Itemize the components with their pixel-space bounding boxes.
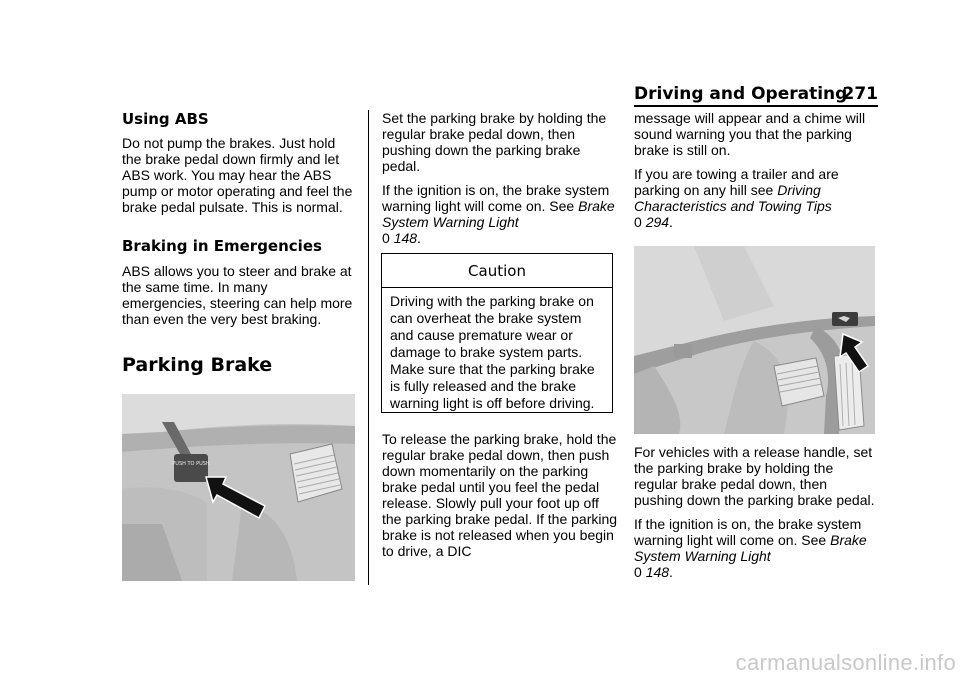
caution-title: Caution [382, 254, 612, 288]
pedal-label-text: PUSH TO PUSH [172, 461, 210, 467]
release-handle-illustration [634, 246, 875, 434]
caution-body: Driving with the parking brake on can overheat the brake system and cause premature wear or damage to brake system parts. Make sure that the parking brake is fully released and the brake warning light is off before driving. [390, 293, 595, 411]
release-brake-paragraph: To release the parking brake, hold the regular brake pedal down, then push down momentarily on the parking brake pedal until you feel the pedal release. Slowly pull your foot up off the parking brake pedal. If the parking brake is not released when you begin to drive, a DIC [382, 431, 618, 559]
page-reference-icon: 0 [634, 214, 642, 230]
emergency-paragraph-block [122, 263, 354, 335]
towing-paragraph: If you are towing a trailer and are parking on any hill see Driving Characteristics and Towing Tips 0 294. [634, 166, 839, 230]
heading-using-abs: Using ABS [122, 110, 209, 128]
page-reference-icon: 0 [382, 230, 390, 246]
watermark-text: carmanualsonline.info [735, 650, 956, 675]
heading-braking-emergencies: Braking in Emergencies [122, 237, 322, 255]
emergency-paragraph: ABS allows you to steer and brake at the same time. In many emergencies, steering can help more than even the very best braking. [122, 263, 353, 327]
parking-brake-pedal-illustration [122, 394, 355, 581]
abs-paragraph-block [122, 135, 354, 223]
set-brake-paragraph: Set the parking brake by holding the regular brake pedal down, then pushing down the parking brake pedal. [382, 110, 607, 174]
release-handle-paragraph: For vehicles with a release handle, set the parking brake by holding the regular brake pedal down, then pushing down the parking brake pedal. [634, 444, 875, 508]
abs-paragraph: Do not pump the brakes. Just hold the brake pedal down firmly and let ABS work. You may hear the ABS pump or motor operating and feel the brake pedal pulsate. This is normal. [122, 135, 353, 215]
page-number: 271 [842, 84, 878, 104]
heading-parking-brake: Parking Brake [122, 354, 273, 376]
cross-reference-link[interactable]: Brake System Warning Light [382, 198, 615, 230]
header-rule [634, 105, 878, 107]
caution-box [381, 253, 613, 413]
cross-reference-page[interactable]: 148 [393, 230, 418, 246]
warning-light-paragraph-2: If the ignition is on, the brake system warning light will come on. See Brake System Warning Light 0 148. [634, 516, 867, 580]
cross-reference-link[interactable]: Driving Characteristics and Towing Tips [634, 182, 832, 214]
column-divider [368, 110, 369, 585]
dic-message-paragraph: message will appear and a chime will sound warning you that the parking brake is still on. [634, 110, 866, 158]
cross-reference-page[interactable]: 148 [645, 564, 670, 580]
section-title: Driving and Operating [634, 84, 848, 104]
column-two-top [382, 110, 618, 254]
column-three-bottom [634, 444, 878, 588]
column-two-bottom [382, 431, 618, 567]
warning-light-paragraph: If the ignition is on, the brake system warning light will come on. See Brake System Warning Light 0 148. [382, 182, 615, 246]
column-three-top [634, 110, 878, 238]
cross-reference-page[interactable]: 294 [645, 214, 670, 230]
cross-reference-link[interactable]: Brake System Warning Light [634, 532, 867, 564]
page-reference-icon: 0 [634, 564, 642, 580]
running-header [634, 84, 878, 106]
